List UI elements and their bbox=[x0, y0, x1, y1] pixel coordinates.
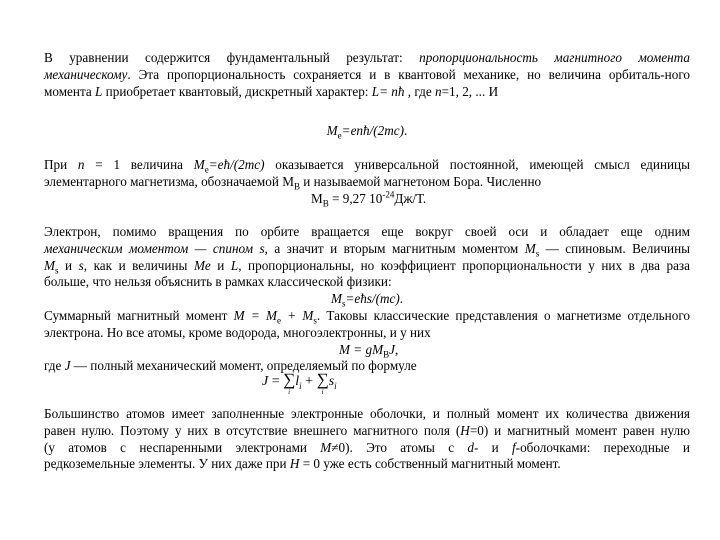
paragraph-intro bbox=[44, 50, 690, 100]
text-line: При n = 1 величина $M_e=eħ/(2mc)$ оказывается универсальной постоянной, имеющей смысл единицы bbox=[44, 157, 690, 175]
paragraph-bohr-magneton bbox=[44, 157, 690, 207]
sum-symbol: ∑ i bbox=[316, 370, 329, 396]
text-line: больше, что нельзя объяснить в рамках классической физики: bbox=[44, 274, 392, 290]
text-line: Большинство атомов имеет заполненные электронные оболочки, и полный момент их количества движения bbox=[44, 406, 690, 421]
paragraph-atoms bbox=[44, 406, 690, 473]
text-line: момента L приобретает квантовый, дискретный характер: L= nħ , где n=1, 2, ... И bbox=[44, 83, 499, 99]
bohr-magneton-value: $M_B = 9,27$ $10^{-24}Дж/Т$. bbox=[311, 189, 427, 209]
formula-orbital-moment: $M_e=enħ/(2mc)$. bbox=[326, 123, 408, 141]
text-line: (у атомов с неспаренными электронами M≠0). Это атомы с d- и f-оболочками: переходные и bbox=[44, 439, 690, 455]
formula-atom-moment: $M = gM_BJ$, bbox=[339, 341, 399, 360]
text-line: Суммарный магнитный момент $M = M_e + M_s$. Таковы классические представления о магнетизме отдельного bbox=[44, 308, 690, 326]
text-line: В уравнении содержится фундаментальный результат: пропорциональность магнитного момента bbox=[44, 50, 690, 65]
paragraph-spin bbox=[44, 224, 690, 308]
text-line: механическим моментом — спином s, а значит и вторым магнитным моментом $M_s$ — спиновым. Величины bbox=[44, 240, 690, 259]
text-line: где J — полный механический момент, определяемый по формуле bbox=[44, 358, 417, 374]
text-line: $M_s$ и s, как и величины Me и L, пропорциональны, но коэффициент пропорциональности у них в два раза bbox=[44, 257, 690, 276]
formula-spin-moment: $M_s=eħs/(mc)$. bbox=[330, 291, 404, 309]
text-line: элементарного магнетизма, обозначаемой $M_B$ и называемой магнетоном Бора. Численно bbox=[44, 173, 542, 192]
sum-symbol: ∑ i bbox=[283, 370, 296, 396]
formula-total-angular-momentum: J = ∑ i $l_i$ + ∑ i $s_i$ bbox=[262, 370, 337, 396]
text-line: механическому. Эта пропорциональность сохраняется и в квантовой механике, но величина орбиталь-ного bbox=[44, 66, 690, 82]
text-line: редкоземельные элементы. У них даже при H = 0 уже есть собственный магнитный момент. bbox=[44, 456, 561, 472]
text-line: электрона. Но все атомы, кроме водорода, многоэлектронны, и у них bbox=[44, 324, 431, 340]
paragraph-total-moment bbox=[44, 308, 690, 375]
text-line: Электрон, помимо вращения по орбите вращается еще вокруг своей оси и обладает еще одним bbox=[44, 224, 690, 239]
text-line: равен нулю. Поэтому у них в отсутствие внешнего магнитного поля (H=0) и магнитный момент равен нулю bbox=[44, 422, 690, 438]
